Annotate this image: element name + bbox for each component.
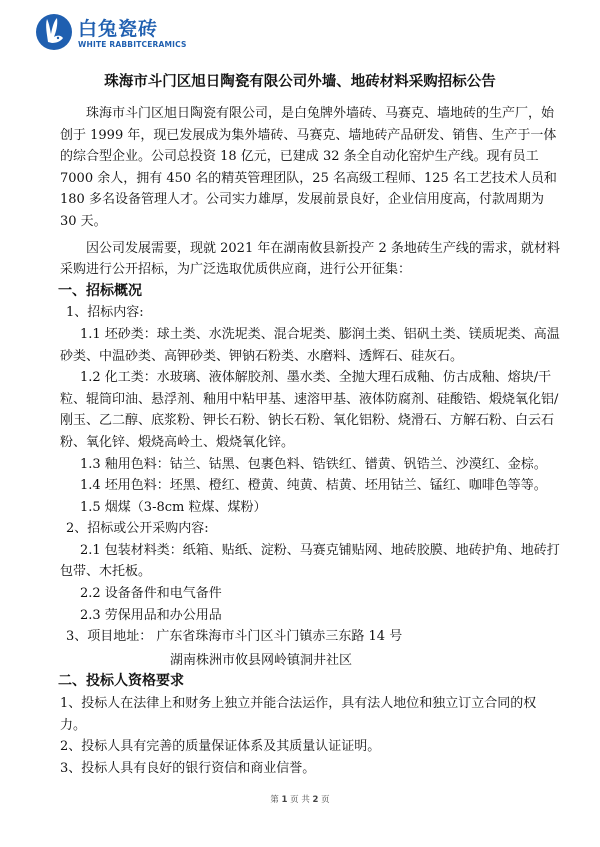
list-item: 2、招标或公开采购内容: <box>66 521 209 537</box>
page-footer <box>0 793 600 805</box>
current-page: 1 <box>281 795 288 805</box>
company-logo <box>34 12 194 56</box>
logo-chinese-name: 白兔瓷砖 <box>78 18 159 40</box>
intro-paragraph: 珠海市斗门区旭日陶瓷有限公司，是白兔牌外墙砖、马赛克、墙地砖的生产厂，始创于 1999 年，现已发展成为集外墙砖、马赛克、墙地砖产品研发、销售、生产于一体的综合型企业。公司总投资 18 亿元，已建成 32 条全自动化窑炉生产线。现有员工 7000 余人，拥有 450 名的精英管理团队，25 名高级工程师、125 名工艺技术人员和 180 多名设备管理人才。公司实力雄厚，发展前景良好，企业信用度高，付款周期为 30 天。 <box>60 106 557 229</box>
list-item: 1.1 坯砂类：球土类、水洗坭类、混合坭类、膨润土类、铝矾土类、镁质坭类、高温砂类、中温砂类、高钾砂类、钾钠石粉类、水磨料、透辉石、硅灰石。 <box>60 326 560 364</box>
list-item: 2.3 劳保用品和办公用品 <box>80 607 222 623</box>
white-rabbit-logo-icon <box>34 12 74 52</box>
footer-text: 页 共 <box>290 795 310 805</box>
logo-english-name: WHITE RABBITCERAMICS <box>78 40 187 49</box>
list-item: 2.2 设备备件和电气备件 <box>80 586 222 602</box>
intro-paragraph: 因公司发展需要，现就 2021 年在湖南攸县新投产 2 条地砖生产线的需求，就材料采购进行公开招标，为广泛选取优质供应商，进行公开征集： <box>60 240 560 278</box>
total-pages: 2 <box>312 795 319 805</box>
list-item: 1.2 化工类：水玻璃、液体解胶剂、墨水类、全抛大理石成釉、仿古成釉、熔块/干粒、辊筒印油、悬浮剂、釉用中粘甲基、速溶甲基、液体防腐剂、硅酸锆、煅烧氧化铝/刚玉、乙二醇、底浆粉、钾长石粉、钠长石粉、氧化铝粉、烧滑石、方解石粉、白云石粉、氧化锌、煅烧高岭土、煅烧氧化锌。 <box>60 370 559 450</box>
list-item: 1、招标内容: <box>66 305 144 321</box>
list-item: 1.5 烟煤（3-8cm 粒煤、煤粉） <box>80 499 267 515</box>
list-item: 3、投标人具有良好的银行资信和商业信誉。 <box>60 760 316 776</box>
list-item: 1、投标人在法律上和财务上独立并能合法运作，具有法人地位和独立订立合同的权力。 <box>60 696 537 733</box>
footer-text: 页 <box>321 795 330 805</box>
section-heading: 一、招标概况 <box>58 282 142 299</box>
list-item: 1.4 坯用色料：坯黑、橙红、橙黄、纯黄、桔黄、坯用钴兰、锰红、咖啡色等等。 <box>80 478 547 494</box>
section-heading: 二、投标人资格要求 <box>58 673 184 690</box>
document-body <box>60 103 560 779</box>
project-address: 3、项目地址： 广东省珠海市斗门区斗门镇赤三东路 14 号 <box>66 629 403 645</box>
footer-text: 第 <box>270 795 279 805</box>
page-title: 珠海市斗门区旭日陶瓷有限公司外墙、地砖材料采购招标公告 <box>104 74 496 90</box>
list-item: 2、投标人具有完善的质量保证体系及其质量认证证明。 <box>60 739 381 755</box>
list-item: 1.3 釉用色料：钴兰、钴黑、包裹色料、锆铁红、镨黄、钒锆兰、沙漠红、金棕。 <box>80 456 547 472</box>
list-item: 2.1 包装材料类：纸箱、贴纸、淀粉、马赛克铺贴网、地砖胶膜、地砖护角、地砖打包带、木托板。 <box>60 542 560 580</box>
project-address-line2: 湖南株洲市攸县网岭镇洞井社区 <box>170 652 353 668</box>
